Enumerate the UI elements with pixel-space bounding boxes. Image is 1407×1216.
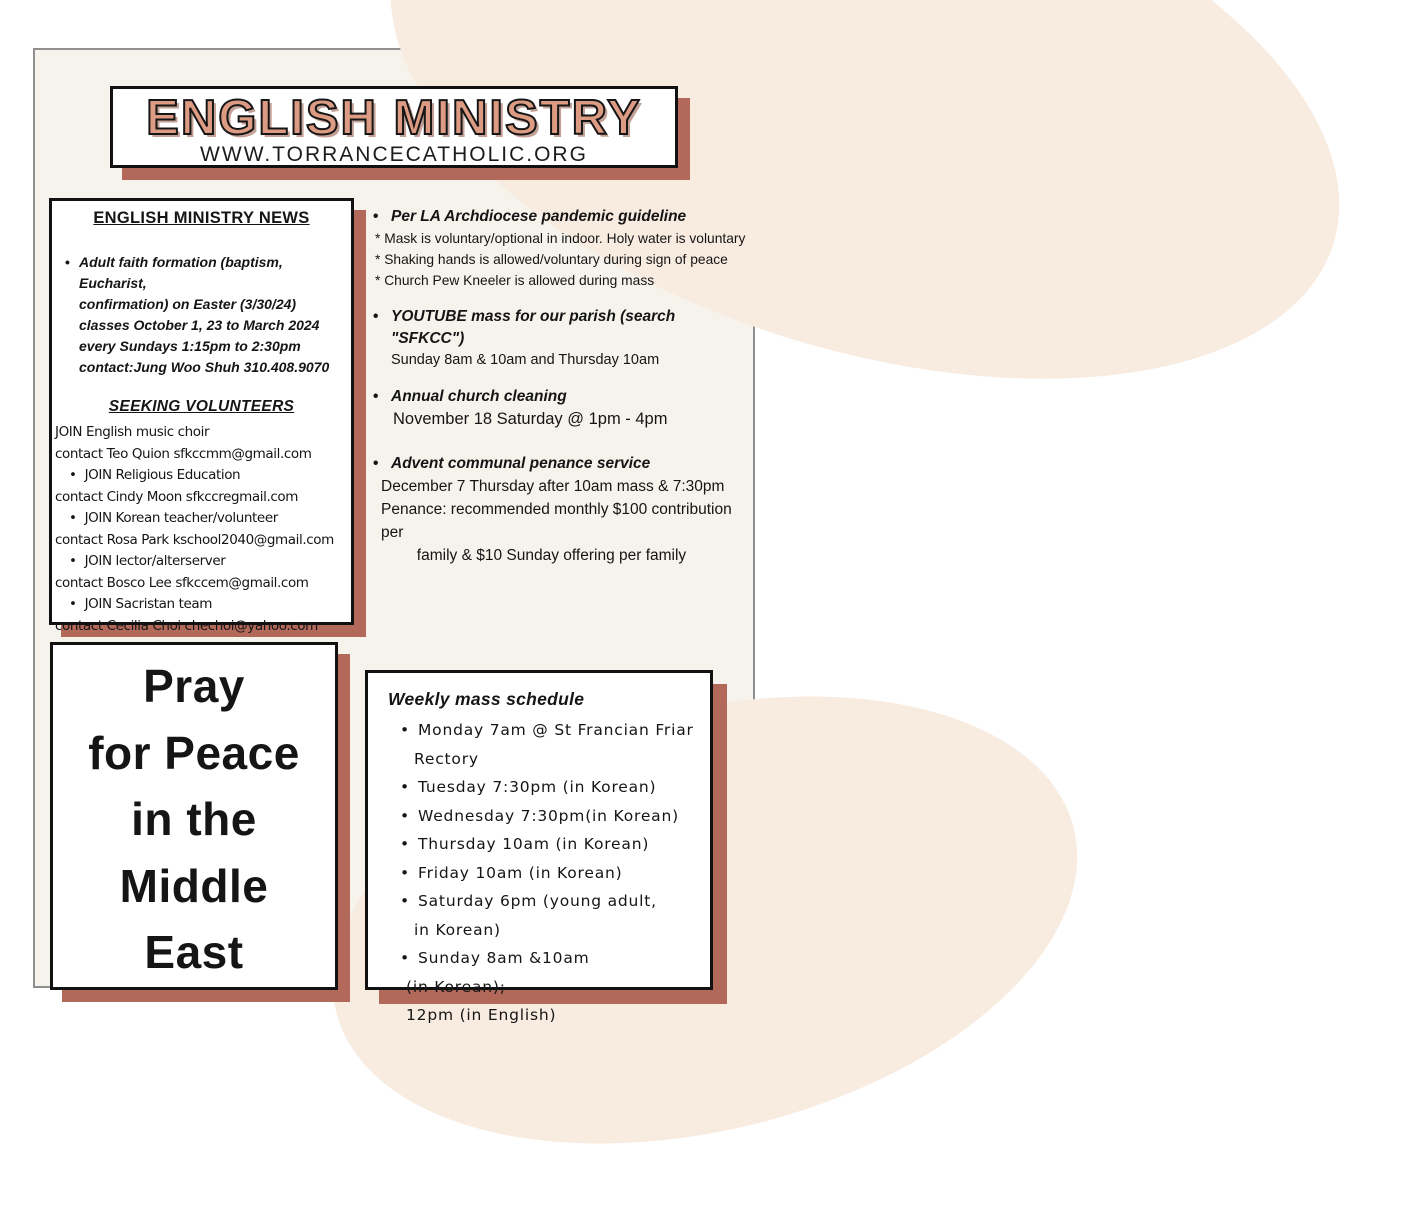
announcements-column: [367, 206, 752, 582]
announcement-heading-text: Advent communal penance service: [391, 455, 651, 472]
announcement-line: Penance: recommended monthly $100 contribution per: [381, 501, 732, 541]
volunteer-contact-line: contact Bosco Lee sfkccem@gmail.com: [55, 574, 309, 591]
weekly-schedule-list: [388, 716, 700, 1030]
volunteer-text: JOIN Religious Education: [84, 467, 241, 483]
announcement-heading-text: Per LA Archdiocese pandemic guideline: [391, 208, 687, 225]
flyer-page: [33, 48, 755, 1024]
schedule-text: Saturday 6pm (young adult,: [418, 892, 657, 910]
announcement-youtube-mass: [367, 306, 752, 371]
volunteer-line: [55, 551, 348, 573]
volunteer-text: JOIN Korean teacher/volunteer: [84, 510, 278, 526]
schedule-item-continuation: in Korean): [414, 920, 501, 939]
volunteer-line: [55, 508, 348, 530]
faith-formation-line: contact:Jung Woo Shuh 310.408.9070: [79, 359, 330, 375]
announcement-line: December 7 Thursday after 10am mass & 7:30pm: [381, 478, 725, 495]
announcement-body: [367, 475, 752, 567]
bullet-icon: •: [373, 308, 379, 325]
announcement-body: [367, 408, 752, 431]
schedule-item-wednesday: [388, 802, 700, 831]
announcement-heading: [367, 206, 752, 228]
volunteer-line: JOIN English music choir: [55, 424, 210, 440]
seeking-volunteers-title: SEEKING VOLUNTEERS: [108, 398, 295, 415]
pray-line: Middle: [119, 859, 269, 912]
schedule-item-tuesday: [388, 773, 700, 802]
schedule-text: Sunday 8am &10am: [418, 949, 590, 967]
announcement-advent-penance: [367, 453, 752, 567]
bullet-icon: •: [65, 254, 70, 270]
announcement-church-cleaning: [367, 386, 752, 431]
faith-formation-line: every Sundays 1:15pm to 2:30pm: [79, 338, 301, 354]
schedule-item-thursday: [388, 830, 700, 859]
announcement-body: [367, 228, 752, 291]
bullet-icon: •: [69, 553, 77, 569]
pray-for-peace-box: [50, 642, 338, 990]
faith-formation-line: classes October 1, 23 to March 2024: [79, 317, 320, 333]
schedule-item-saturday: [388, 887, 700, 916]
volunteer-contact-line: contact Cecilia Choi chechoi@yahoo.com: [55, 617, 318, 634]
pray-line: Pray: [143, 660, 245, 712]
schedule-text: Monday 7am @ St Francian Friar: [418, 721, 694, 739]
schedule-item-friday: [388, 859, 700, 888]
bullet-icon: •: [400, 806, 410, 825]
schedule-text: Wednesday 7:30pm(in Korean): [418, 806, 679, 825]
announcement-line: family & $10 Sunday offering per family: [416, 547, 687, 564]
schedule-item-monday: [388, 716, 700, 745]
news-box: [49, 198, 354, 634]
faith-formation-text: Adult faith formation (baptism, Eucharist,: [79, 254, 283, 291]
bullet-icon: •: [69, 510, 77, 526]
announcement-line: * Mask is voluntary/optional in indoor. Holy water is voluntary: [375, 231, 746, 246]
volunteer-contact-line: contact Rosa Park kschool2040@gmail.com: [55, 531, 334, 548]
news-box-title: ENGLISH MINISTRY NEWS: [93, 209, 310, 227]
schedule-text: Thursday 10am (in Korean): [418, 835, 650, 853]
schedule-text: Friday 10am (in Korean): [418, 863, 623, 882]
bullet-icon: •: [69, 596, 77, 612]
volunteer-text: JOIN Sacristan team: [84, 596, 212, 612]
volunteer-contact-line: contact Cindy Moon sfkccregmail.com: [55, 488, 299, 505]
faith-formation-line: [61, 252, 348, 294]
bullet-icon: •: [373, 455, 379, 472]
bullet-icon: •: [400, 721, 410, 739]
bullet-icon: •: [400, 863, 410, 882]
volunteer-line: [55, 594, 348, 616]
bullet-icon: •: [400, 949, 410, 967]
bullet-icon: •: [400, 892, 410, 910]
announcement-heading: [367, 306, 752, 350]
weekly-mass-schedule-box: [365, 670, 713, 1024]
announcement-pandemic-guideline: [367, 206, 752, 291]
weekly-schedule-title: Weekly mass schedule: [388, 689, 585, 709]
pray-line: East: [144, 926, 244, 978]
announcement-line: Sunday 8am & 10am and Thursday 10am: [391, 352, 660, 368]
announcement-heading: [367, 386, 752, 408]
announcement-body: [367, 350, 752, 371]
schedule-item-continuation: Rectory: [414, 749, 479, 768]
volunteer-contact-line: contact Teo Quion sfkccmm@gmail.com: [55, 445, 312, 462]
volunteer-text: JOIN lector/alterserver: [84, 553, 226, 569]
pray-line: in the: [131, 793, 257, 845]
announcement-heading: [367, 453, 752, 475]
volunteer-line: [55, 465, 348, 487]
announcement-heading-text: YOUTUBE mass for our parish (search "SFKCC"): [391, 308, 676, 347]
schedule-item-sunday: [388, 944, 700, 973]
page-title: ENGLISH MINISTRY: [146, 91, 642, 145]
schedule-text: Tuesday 7:30pm (in Korean): [418, 778, 657, 796]
website-url: WWW.TORRANCECATHOLIC.ORG: [200, 143, 588, 166]
announcement-line: November 18 Saturday @ 1pm - 4pm: [393, 410, 668, 428]
announcement-line: * Shaking hands is allowed/voluntary during sign of peace: [375, 252, 728, 267]
bullet-icon: •: [400, 835, 410, 853]
announcement-line: * Church Pew Kneeler is allowed during mass: [375, 273, 655, 288]
bullet-icon: •: [69, 467, 77, 483]
faith-formation-block: [61, 252, 348, 378]
announcement-heading-text: Annual church cleaning: [391, 388, 567, 405]
faith-formation-line: confirmation) on Easter (3/30/24): [79, 296, 297, 312]
flyer-canvas: [0, 0, 791, 1024]
bullet-icon: •: [400, 778, 410, 796]
schedule-item-continuation: (in Korean);: [406, 977, 506, 996]
volunteers-list: [55, 422, 348, 637]
pray-line: for Peace: [88, 726, 300, 779]
schedule-item-continuation: 12pm (in English): [406, 1006, 557, 1024]
bullet-icon: •: [373, 208, 379, 225]
bullet-icon: •: [373, 388, 379, 405]
header-box: [110, 86, 678, 168]
